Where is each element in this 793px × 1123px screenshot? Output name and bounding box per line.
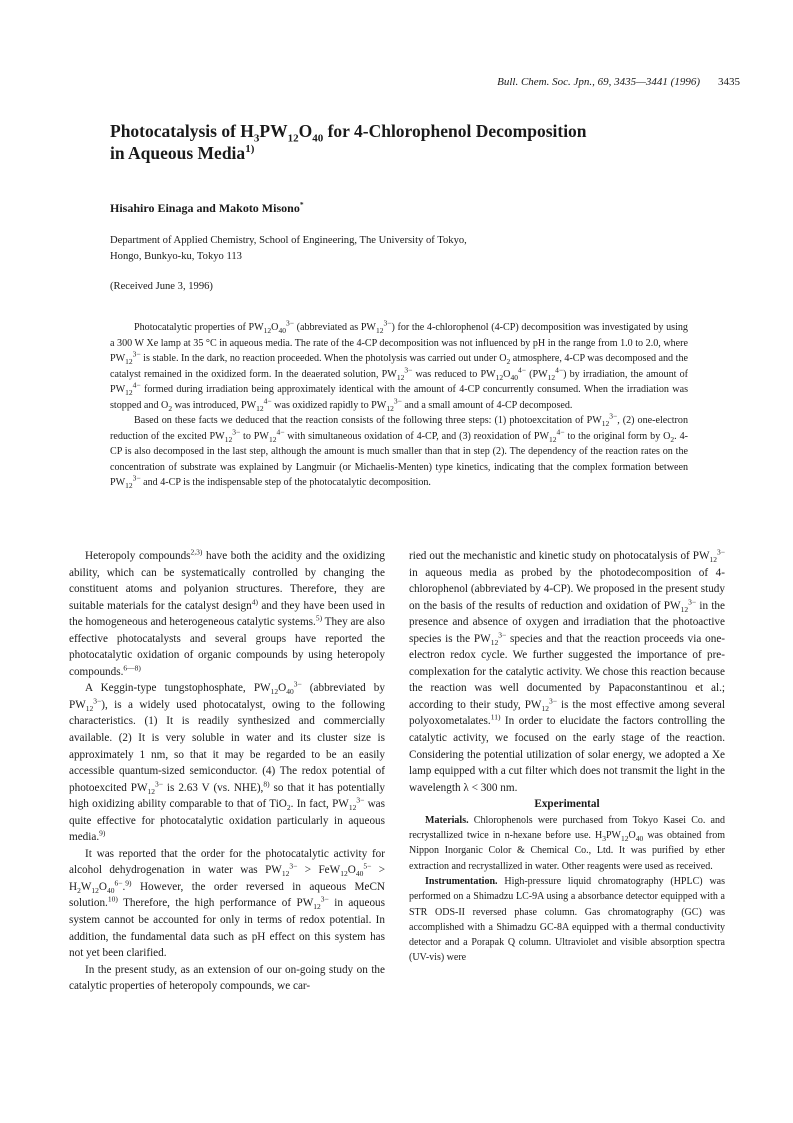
authors: Hisahiro Einaga and Makoto Misono* [110, 200, 304, 215]
section-heading-experimental: Experimental [534, 798, 600, 811]
paragraph: In the present study, as an extension of our on-going study on the catalytic properties of heteropoly compounds, we car- [69, 963, 385, 993]
paper-title: Photocatalysis of $H_3PW_{12}O_{40}$ for 4-Chlorophenol Decomposition in Aqueous Media$^{1)}$ [110, 121, 587, 163]
paragraph: ried out the mechanistic and kinetic study on photocatalysis of $PW_{12}^{3-}$ in aqueous media as probed by the photodecomposition of 4-chlorophenol (abbreviated by 4-CP). We proposed in the present study on the basis of the results of reduction and oxidation of $PW_{12}^{3-}$ in the presence and absence of oxygen and irradiation that the photoactive species is the $PW_{12}^{3-}$ species and that the reaction proceeds via one-electron redox cycle. We further suggested the importance of pre-complexation for the catalytic activity. We chose this reaction because the reaction was well documented by Papaconstantinou et al.; according to their study, $PW_{12}^{3-}$ is the most effective among several polyoxometalates.$^{11)}$ In order to elucidate the factors controlling the catalytic activity, we focused on the early stage of the reaction. Considering the potential utilization of solar energy, we adopted a Xe lamp equipped with a cut filter which does not transmit the light in the wavelength λ < 300 nm. [409, 547, 726, 794]
paragraph: Heteropoly compounds$^{2,3)}$ have both the acidity and the oxidizing ability, which can be systematically controlled by changing the constituent atoms and polyanion structures. Therefore, they are suitable materials for the catalyst design$^{4)}$ and they have been used in the homogeneous and heterogeneous catalytic systems.$^{5)}$ They are also effective photocatalysts and several groups have reported the photocatalytic oxidation of organic compounds by using heteropoly compounds.$^{6—8)}$ [69, 547, 385, 678]
page-number: 3435 [718, 76, 740, 88]
received-date: (Received June 3, 1996) [110, 281, 213, 292]
body-column-right [409, 548, 725, 966]
body-column-left [69, 548, 385, 995]
paragraph: A Keggin-type tungstophosphate, $PW_{12}O_{40}^{3-}$ (abbreviated by $PW_{12}^{3-}$), is a widely used photocatalyst, owing to the following characteristics. (1) It is readily synthesized and commercially available. (2) It is very soluble in water and its cluster size is approximately 1 nm, so that it may be regarded to be an easily accessible quantum-sized semiconductor. (4) The redox potential of photoexcited $PW_{12}^{3-}$ is 2.63 V (vs. NHE),$^{8)}$ so that it has potentially high oxidizing ability comparable to that of TiO$_2$. In fact, $PW_{12}^{3-}$ was quite effective for photocatalytic oxidation particularly in aqueous media.$^{9)}$ [69, 679, 385, 844]
running-head: Bull. Chem. Soc. Jpn., 69, 3435—3441 (1996) [497, 76, 700, 88]
paragraph-materials: Materials. Chlorophenols were purchased from Tokyo Kasei Co. and recrystallized twice in n-hexane before use. $H_3PW_{12}O_{40}$ was obtained from Nippon Inorganic Color & Chemical Co., Ltd. It was purified by ether extraction and recrystallized in water. Other reagents were used as received. [409, 814, 725, 872]
paragraph: It was reported that the order for the photocatalytic activity for alcohol dehydrogenation in water was $PW_{12}^{3-} > FeW_{12}O_{40}^{5-} > H_2W_{12}O_{40}^{6-}.^{9)}$ However, the order reversed in aqueous MeCN solution.$^{10)}$ Therefore, the high performance of $PW_{12}^{3-}$ in aqueous system cannot be accounted for only in terms of redox potential. In addition, the fundamental data such as pH effect on this system has not yet been clarified. [69, 847, 386, 960]
paragraph-instrumentation: Instrumentation. High-pressure liquid chromatography (HPLC) was performed on a Shimadzu LC-9A using a absorbance detector equipped with a STR ODS-II reversed phase column. Gas chromatography (GC) was accomplished with a Shimadzu GC-8A equipped with a thermal conductivity detector and a Porapak Q column. Ultraviolet and visible absorption spectra (UV-vis) were [409, 875, 725, 964]
affiliation: Department of Applied Chemistry, School of Engineering, The University of Tokyo, Hongo, Bunkyo-ku, Tokyo 113 [110, 235, 467, 262]
abstract: Photocatalytic properties of $PW_{12}O_{40}^{3-}$ (abbreviated as $PW_{12}^{3-}$) for the 4-chlorophenol (4-CP) decomposition was investigated by using a 300 W Xe lamp at 35 °C in aqueous media. The rate of the 4-CP decomposition was not influenced by pH in the range from 1.0 to 2.0, where $PW_{12}^{3-}$ is stable. In the dark, no reaction proceeded. When the photolysis was carried out under $O_2$ atmosphere, 4-CP was decomposed and the catalyst remained in the oxidized form. In the deaerated solution, $PW_{12}^{3-}$ was reduced to $PW_{12}O_{40}^{4-}$ $(PW_{12}^{4-})$ by irradiation, the amount of $PW_{12}^{4-}$ formed during irradiation being approximately identical with the amount of 4-CP concurrently consumed. When the irradiation was stopped and $O_2$ was introduced, $PW_{12}^{4-}$ was oxidized rapidly to $PW_{12}^{3-}$ and a small amount of 4-CP decomposed. Based on these facts we deduced that the reaction consists of the following three steps: (1) photoexcitation of $PW_{12}^{3-}$, (2) one-electron reduction of the excited $PW_{12}^{3-}$ to $PW_{12}^{4-}$ with simultaneous oxidation of 4-CP, and (3) reoxidation of $PW_{12}^{4-}$ to the original form by $O_2$. 4-CP is also decomposed in the last step, although the amount is much smaller than that in step (2). The dependency of the reaction rates on the concentration of substrate was explained by Langmuir (or Michaelis-Menten) type kinetics, indicating that the complex formation between $PW_{12}^{3-}$ and 4-CP is the indispensable step of the photocatalytic decomposition. [110, 318, 689, 491]
